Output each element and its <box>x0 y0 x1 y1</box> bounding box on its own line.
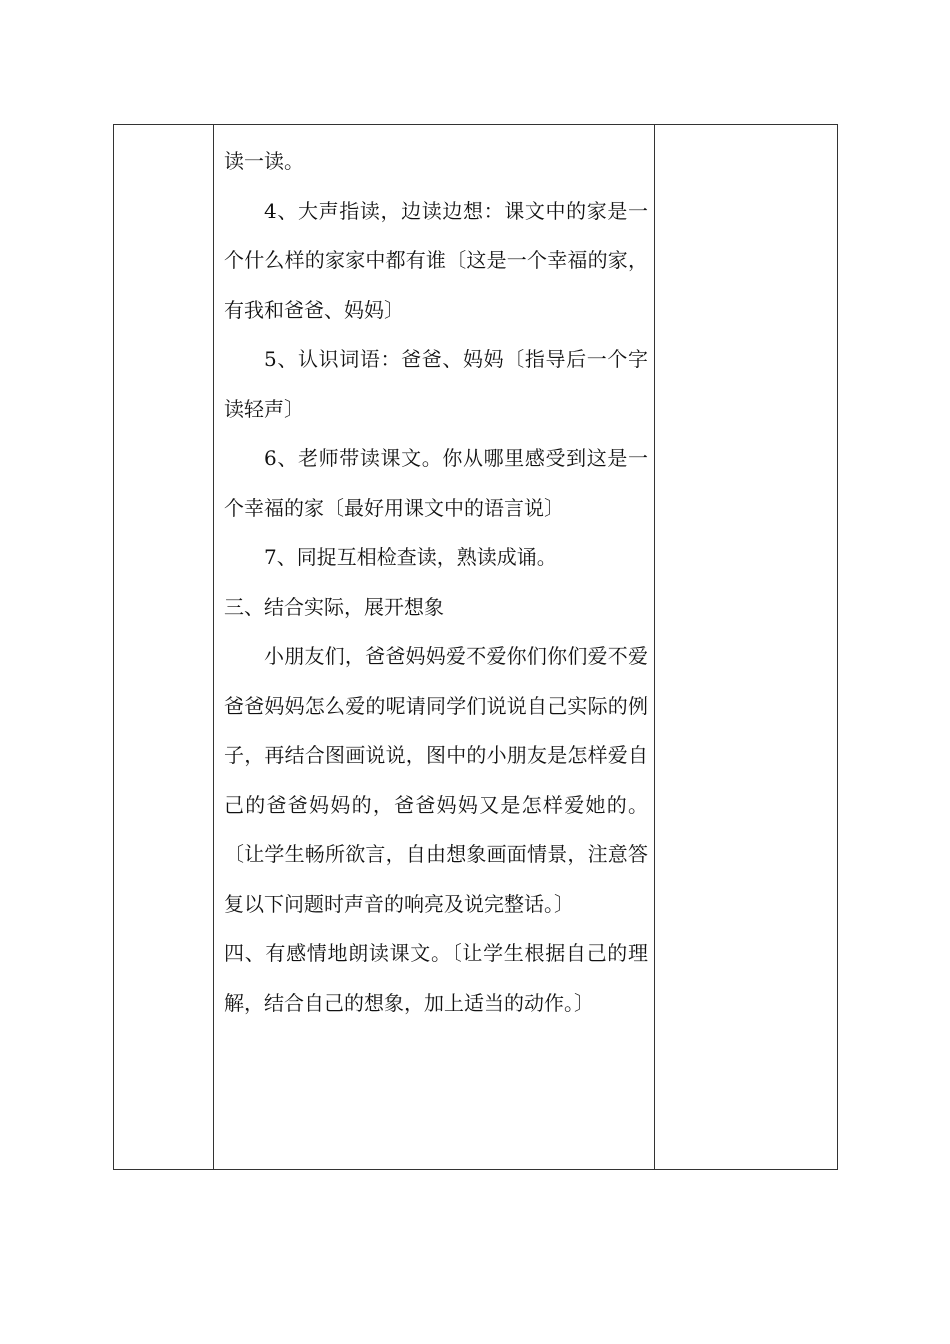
lesson-table <box>113 124 838 1170</box>
paragraph-step-7: 7、同捉互相检查读，熟读成诵。 <box>264 545 557 569</box>
paragraph-step-5: 5、认识词语：爸爸、妈妈〔指导后一个字读轻声〕 <box>224 347 648 421</box>
paragraph-imagination: 小朋友们，爸爸妈妈爱不爱你们你们爱不爱爸爸妈妈怎么爱的呢请同学们说说自己实际的例子，再结合图画说说，图中的小朋友是怎样爱自己的爸爸妈妈的，爸爸妈妈又是怎样爱她的。〔让学生畅所欲言，自由想象画面情景，注意答复以下问题时声音的响亮及说完整话。〕 <box>224 644 648 916</box>
paragraph-step-4: 4、大声指读，边读边想：课文中的家是一个什么样的家家中都有谁〔这是一个幸福的家，有我和爸爸、妈妈〕 <box>224 198 648 322</box>
table-content-cell <box>214 125 655 1169</box>
paragraph-read-along: 读一读。 <box>224 149 304 173</box>
paragraph-step-6: 6、老师带读课文。你从哪里感受到这是一个幸福的家〔最好用课文中的语言说〕 <box>224 446 648 520</box>
table-left-cell <box>114 125 214 1169</box>
section-heading-3: 三、结合实际，展开想象 <box>224 594 444 619</box>
table-right-cell <box>655 125 837 1169</box>
section-heading-4: 四、有感情地朗读课文。〔让学生根据自己的理解，结合自己的想象，加上适当的动作。〕 <box>224 941 648 1015</box>
